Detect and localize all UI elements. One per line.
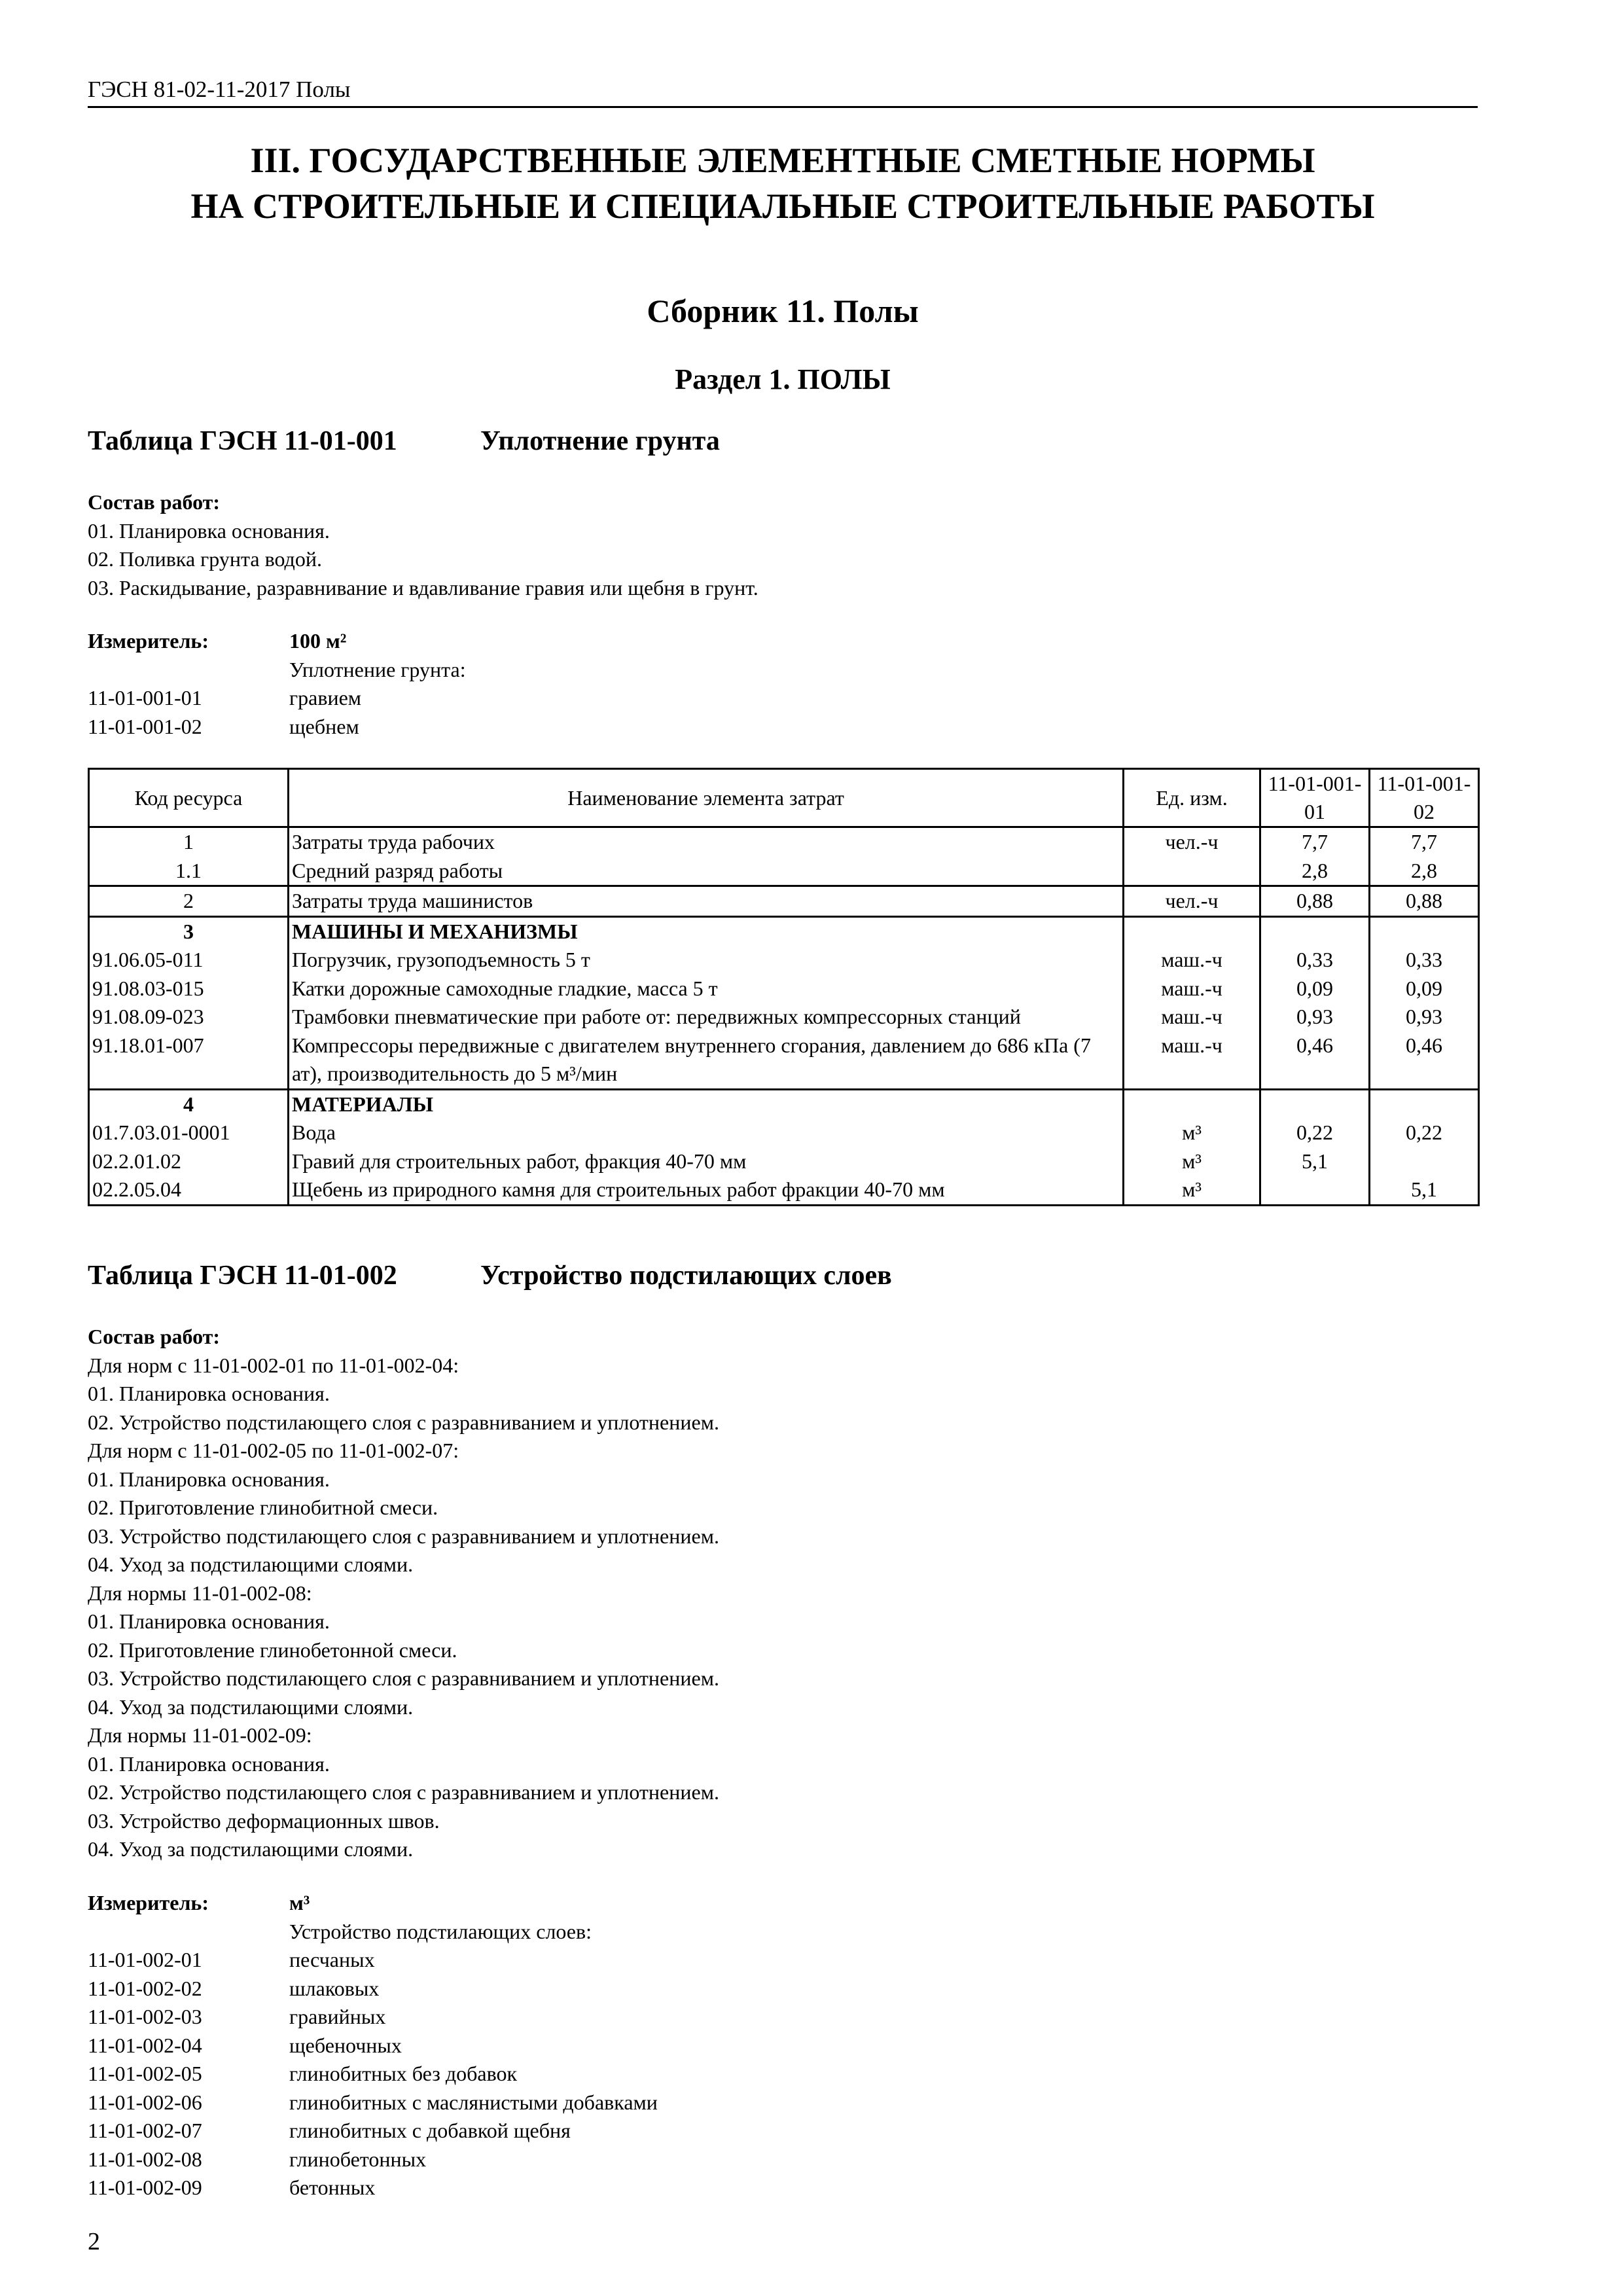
resource-unit [1124,1089,1260,1119]
page-number: 2 [88,2228,100,2255]
table-row [89,857,1479,886]
resource-code: 91.18.01-007 [89,1031,289,1090]
table-1-meter [88,627,1478,741]
table-row [89,1147,1479,1176]
table-1-name: Уплотнение грунта [480,426,720,456]
table-row [89,1089,1479,1119]
norm-1-value: 0,46 [1260,1031,1370,1090]
meter-label: Измеритель: [88,629,209,653]
part-title-line-1: III. ГОСУДАРСТВЕННЫЕ ЭЛЕМЕНТНЫЕ СМЕТНЫЕ НОРМЫ [250,141,1315,180]
table-row [89,1003,1479,1031]
norm-text: глинобитных с добавкой щебня [289,2119,571,2142]
resource-unit: маш.-ч [1124,1003,1260,1031]
meter-description: Уплотнение грунта: [289,657,466,681]
norm-2-value: 0,93 [1370,1003,1479,1031]
table-row [89,1031,1479,1090]
table-2-heading [88,1257,892,1294]
table-row [89,1119,1479,1147]
table-1-works [88,488,1478,602]
work-item: 04. Уход за подстилающими слоями. [88,1552,414,1576]
work-item: Для нормы 11-01-002-09: [88,1723,312,1747]
work-item: 01. Планировка основания. [88,518,330,543]
table-header-row [89,769,1479,827]
resource-unit: маш.-ч [1124,946,1260,975]
norm-2-value: 0,33 [1370,946,1479,975]
col-header-code: Код ресурса [89,769,289,827]
norm-1-value: 0,09 [1260,975,1370,1003]
norm-2-value: 0,46 [1370,1031,1479,1090]
table-row [89,886,1479,917]
table-2-code: Таблица ГЭСН 11-01-002 [88,1261,397,1291]
table-row [89,1175,1479,1205]
norm-2-value: 0,88 [1370,886,1479,917]
norm-2-value: 2,8 [1370,857,1479,886]
work-item: 04. Уход за подстилающими слоями. [88,1837,414,1861]
resource-unit: чел.-ч [1124,886,1260,917]
work-item: 02. Приготовление глинобетонной смеси. [88,1638,457,1662]
resource-name: Гравий для строительных работ, фракция 40-70 мм [289,1147,1124,1176]
work-item: 04. Уход за подстилающими слоями. [88,1695,414,1719]
table-row [89,827,1479,857]
part-title [88,137,1478,229]
work-item: 01. Планировка основания. [88,1467,330,1491]
work-item: 03. Раскидывание, разравнивание и вдавливание гравия или щебня в грунт. [88,575,758,600]
col-header-name: Наименование элемента затрат [289,769,1124,827]
resource-name: Затраты труда машинистов [289,886,1124,917]
resource-unit: маш.-ч [1124,975,1260,1003]
norm-code: 11-01-001-02 [88,714,202,738]
work-item: 02. Устройство подстилающего слоя с разравниванием и уплотнением. [88,1780,719,1804]
norm-code: 11-01-002-04 [88,2033,202,2057]
norm-1-value [1260,1175,1370,1205]
resource-code: 02.2.05.04 [89,1175,289,1205]
resource-name: МАШИНЫ И МЕХАНИЗМЫ [289,916,1124,946]
norm-1-value [1260,916,1370,946]
norm-text: щебнем [289,714,359,738]
norm-code: 11-01-002-01 [88,1948,202,1971]
table-1-heading [88,423,720,459]
resource-name: Компрессоры передвижные с двигателем внутреннего сгорания, давлением до 686 кПа (7 ат), производительность до 5 м³/мин [289,1031,1124,1090]
table-2-works [88,1323,1478,1864]
norm-code: 11-01-002-03 [88,2005,202,2028]
col-header-unit: Ед. изм. [1124,769,1260,827]
norm-text: глинобитных с маслянистыми добавками [289,2090,658,2114]
resource-name: Трамбовки пневматические при работе от: передвижных компрессорных станций [289,1003,1124,1031]
norm-1-value: 0,22 [1260,1119,1370,1147]
resource-name: Затраты труда рабочих [289,827,1124,857]
norm-code: 11-01-001-01 [88,686,202,709]
resource-unit: м³ [1124,1175,1260,1205]
norm-code: 11-01-002-02 [88,1976,202,2000]
resource-name: Щебень из природного камня для строительных работ фракции 40-70 мм [289,1175,1124,1205]
norm-2-value [1370,1147,1479,1176]
work-item: 03. Устройство подстилающего слоя с разравниванием и уплотнением. [88,1666,719,1690]
norm-2-value [1370,1089,1479,1119]
norm-1-value: 5,1 [1260,1147,1370,1176]
norm-1-value [1260,1089,1370,1119]
norm-2-value: 0,22 [1370,1119,1479,1147]
norm-code: 11-01-002-08 [88,2147,202,2171]
norm-text: гравием [289,686,362,709]
resource-code: 01.7.03.01-0001 [89,1119,289,1147]
norm-text: шлаковых [289,1976,380,2000]
work-item: Для нормы 11-01-002-08: [88,1581,312,1605]
table-row [89,916,1479,946]
table-1-code: Таблица ГЭСН 11-01-001 [88,426,397,456]
resource-name: Вода [289,1119,1124,1147]
work-item: 02. Поливка грунта водой. [88,547,322,571]
resource-unit: м³ [1124,1119,1260,1147]
norm-text: гравийных [289,2005,386,2028]
norm-1-value: 7,7 [1260,827,1370,857]
work-item: 01. Планировка основания. [88,1609,330,1633]
resource-code: 4 [89,1089,289,1119]
resource-unit: чел.-ч [1124,827,1260,857]
norm-1-value: 0,33 [1260,946,1370,975]
resource-name: Катки дорожные самоходные гладкие, масса 5 т [289,975,1124,1003]
resource-name: МАТЕРИАЛЫ [289,1089,1124,1119]
resource-name: Средний разряд работы [289,857,1124,886]
norm-code: 11-01-002-06 [88,2090,202,2114]
col-header-norm-1: 11-01-001-01 [1260,769,1370,827]
collection-title: Сборник 11. Полы [647,293,919,329]
meter-label: Измеритель: [88,1891,209,1914]
norm-text: глинобетонных [289,2147,427,2171]
norm-2-value: 7,7 [1370,827,1479,857]
meter-value: 100 м² [289,629,347,653]
resource-code: 91.06.05-011 [89,946,289,975]
part-title-line-2: НА СТРОИТЕЛЬНЫЕ И СПЕЦИАЛЬНЫЕ СТРОИТЕЛЬНЫЕ РАБОТЫ [190,187,1375,226]
work-item: 02. Устройство подстилающего слоя с разравниванием и уплотнением. [88,1410,719,1434]
resource-unit [1124,857,1260,886]
running-header: ГЭСН 81-02-11-2017 Полы [88,73,1478,108]
resource-code: 1.1 [89,857,289,886]
work-item: Для норм с 11-01-002-01 по 11-01-002-04: [88,1353,459,1377]
norm-code: 11-01-002-05 [88,2062,202,2085]
norm-text: бетонных [289,2176,376,2199]
norm-1-value: 2,8 [1260,857,1370,886]
resource-name: Погрузчик, грузоподъемность 5 т [289,946,1124,975]
work-item: 03. Устройство подстилающего слоя с разравниванием и уплотнением. [88,1524,719,1548]
meter-value: м³ [289,1891,310,1914]
table-2-meter [88,1889,1478,2202]
norm-text: глинобитных без добавок [289,2062,518,2085]
work-item: 01. Планировка основания. [88,1382,330,1405]
resource-code: 3 [89,916,289,946]
resource-code: 1 [89,827,289,857]
work-item: 02. Приготовление глинобитной смеси. [88,1496,438,1519]
works-label: Состав работ: [88,490,221,514]
table-row [89,975,1479,1003]
table-row [89,946,1479,975]
meter-description: Устройство подстилающих слоев: [289,1919,592,1943]
table-2-name: Устройство подстилающих слоев [480,1261,892,1291]
norm-1-value: 0,93 [1260,1003,1370,1031]
resource-code: 2 [89,886,289,917]
norm-2-value: 0,09 [1370,975,1479,1003]
norm-text: щебеночных [289,2033,402,2057]
norm-code: 11-01-002-09 [88,2176,202,2199]
resource-table [88,768,1480,1206]
norm-code: 11-01-002-07 [88,2119,202,2142]
work-item: Для норм с 11-01-002-05 по 11-01-002-07: [88,1439,459,1462]
works-label: Состав работ: [88,1325,221,1348]
resource-code: 02.2.01.02 [89,1147,289,1176]
resource-unit: маш.-ч [1124,1031,1260,1090]
resource-code: 91.08.09-023 [89,1003,289,1031]
norm-2-value [1370,916,1479,946]
col-header-norm-2: 11-01-001-02 [1370,769,1479,827]
work-item: 03. Устройство деформационных швов. [88,1808,440,1833]
norm-1-value: 0,88 [1260,886,1370,917]
norm-2-value: 5,1 [1370,1175,1479,1205]
resource-unit [1124,916,1260,946]
work-item: 01. Планировка основания. [88,1751,330,1776]
resource-unit: м³ [1124,1147,1260,1176]
section-title: Раздел 1. ПОЛЫ [675,363,891,395]
norm-text: песчаных [289,1948,375,1971]
resource-code: 91.08.03-015 [89,975,289,1003]
